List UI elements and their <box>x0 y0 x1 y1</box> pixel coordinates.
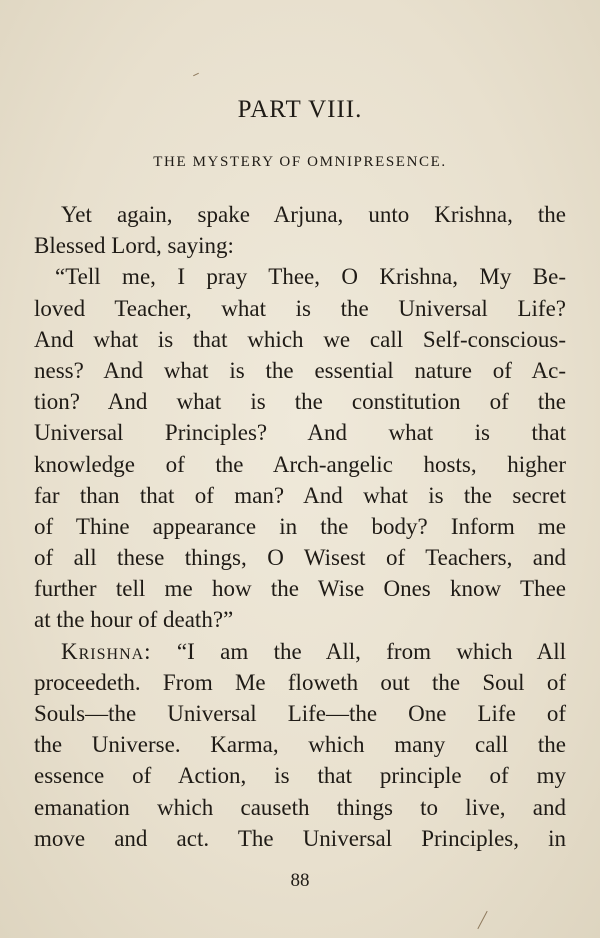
text-line: Universal Principles? And what is that <box>34 420 566 446</box>
paragraph-arjuna-question <box>34 261 566 635</box>
text-line: further tell me how the Wise Ones know Thee <box>34 576 566 602</box>
text-line: “Tell me, I pray Thee, O Krishna, My Be- <box>55 264 566 290</box>
text-line: And what is that which we call Self-conscious- <box>34 326 566 352</box>
text-line: ness? And what is the essential nature of Ac- <box>34 357 566 383</box>
text-line-with-speaker <box>34 636 566 667</box>
text-line: of all these things, O Wisest of Teachers, and <box>34 545 566 571</box>
paper-speck <box>193 73 199 76</box>
text-line: move and act. The Universal Principles, in <box>34 825 566 851</box>
text-line: Blessed Lord, saying: <box>34 233 234 259</box>
page-number: 88 <box>290 870 310 891</box>
text-line: at the hour of death?” <box>34 607 234 633</box>
text-line: “I am the All, from which All <box>176 638 566 664</box>
text-line: of Thine appearance in the body? Inform me <box>34 513 566 539</box>
speaker-label: Krishna: <box>61 638 152 664</box>
body-text <box>34 199 566 854</box>
text-line: essence of Action, is that principle of my <box>34 763 566 789</box>
paragraph-intro <box>34 199 566 261</box>
text-line: Souls—the Universal Life—the One Life of <box>34 701 566 726</box>
part-title: PART VIII. <box>237 96 363 123</box>
text-line: Yet again, spake Arjuna, unto Krishna, the <box>61 202 566 227</box>
text-line: the Universe. Karma, which many call the <box>34 732 566 758</box>
text-line: tion? And what is the constitution of the <box>34 389 566 415</box>
text-line: knowledge of the Arch-angelic hosts, higher <box>34 451 566 477</box>
text-line: emanation which causeth things to live, and <box>34 794 566 820</box>
text-line: far than that of man? And what is the secret <box>34 482 566 508</box>
paragraph-krishna-answer <box>34 636 566 854</box>
paper-speck <box>477 911 487 929</box>
text-line: loved Teacher, what is the Universal Life? <box>34 295 566 321</box>
text-line: proceedeth. From Me floweth out the Soul of <box>34 669 566 695</box>
section-title: THE MYSTERY OF OMNIPRESENCE. <box>153 154 447 170</box>
